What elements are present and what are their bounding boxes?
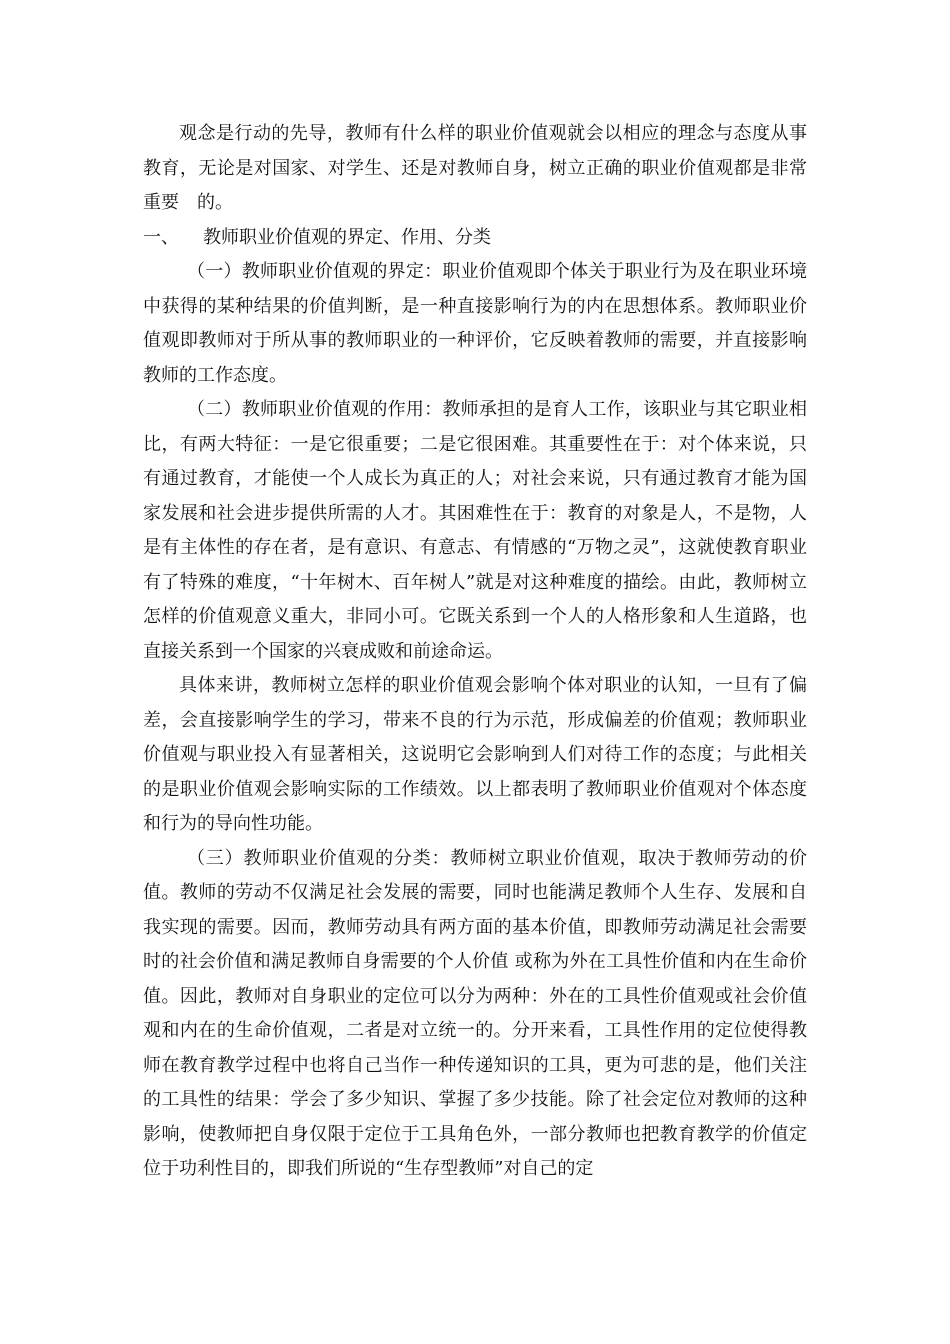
section-heading (143, 221, 807, 256)
intro-paragraph: 观念是行动的先导，教师有什么样的职业价值观就会以相应的理念与态度从事教育，无论是对国家、对学生、还是对教师自身，树立正确的职业价值观都是非常重要 的。 (143, 123, 807, 213)
classification-paragraph: （三）教师职业价值观的分类：教师树立职业价值观，取决于教师劳动的价值。教师的劳动不仅满足社会发展的需要，同时也能满足教师个人生存、发展和自我实现的需要。因而，教师劳动具有两方面的基本价值，即教师劳动满足社会需要时的社会价值和满足教师自身需要的个人价值 或称为外在工具性价值和内在生命价值。因此，教师对自身职业的定位可以分为两种：外在的工具性价值观或社会价值观和内在的生命价值观，二者是对立统一的。分开来看，工具性作用的定位使得教师在教育教学过程中也将自己当作一种传递知识的工具，更为可悲的是，他们关注的工具性的结果：学会了多少知识、掌握了多少技能。除了社会定位对教师的这种影响，使教师把自身仅限于定位于工具角色外，一部分教师也把教育教学的价值定位于功利性目的，即我们所说的“生存型教师”对自己的定 (143, 847, 807, 1179)
definition-paragraph: （一）教师职业价值观的界定：职业价值观即个体关于职业行为及在职业环境中获得的某种结果的价值判断，是一种直接影响行为的内在思想体系。教师职业价值观即教师对于所从事的教师职业的一种评价，它反映着教师的需要，并直接影响教师的工作态度。 (143, 261, 807, 386)
document-body (143, 117, 807, 1187)
function-paragraph: （二）教师职业价值观的作用：教师承担的是育人工作，该职业与其它职业相比，有两大特征：一是它很重要；二是它很困难。其重要性在于：对个体来说，只有通过教育，才能使一个人成长为真正的人；对社会来说，只有通过教育才能为国家发展和社会进步提供所需的人才。其困难性在于：教育的对象是人，不是物，人是有主体性的存在者，是有意识、有意志、有情感的“万物之灵”，这就使教育职业有了特殊的难度，“十年树木、百年树人”就是对这种难度的描绘。由此，教师树立怎样的价值观意义重大，非同小可。它既关系到一个人的人格形象和人生道路，也直接关系到一个国家的兴衰成败和前途命运。 (143, 399, 807, 662)
section-heading-text: 教师职业价值观的界定、作用、分类 (203, 226, 491, 248)
section-heading-number: 一、 (143, 226, 179, 248)
specific-paragraph: 具体来讲，教师树立怎样的职业价值观会影响个体对职业的认知，一旦有了偏差，会直接影响学生的学习，带来不良的行为示范，形成偏差的价值观；教师职业价值观与职业投入有显著相关，这说明它会影响到人们对待工作的态度；与此相关的是职业价值观会影响实际的工作绩效。以上都表明了教师职业价值观对个体态度和行为的导向性功能。 (143, 675, 807, 834)
